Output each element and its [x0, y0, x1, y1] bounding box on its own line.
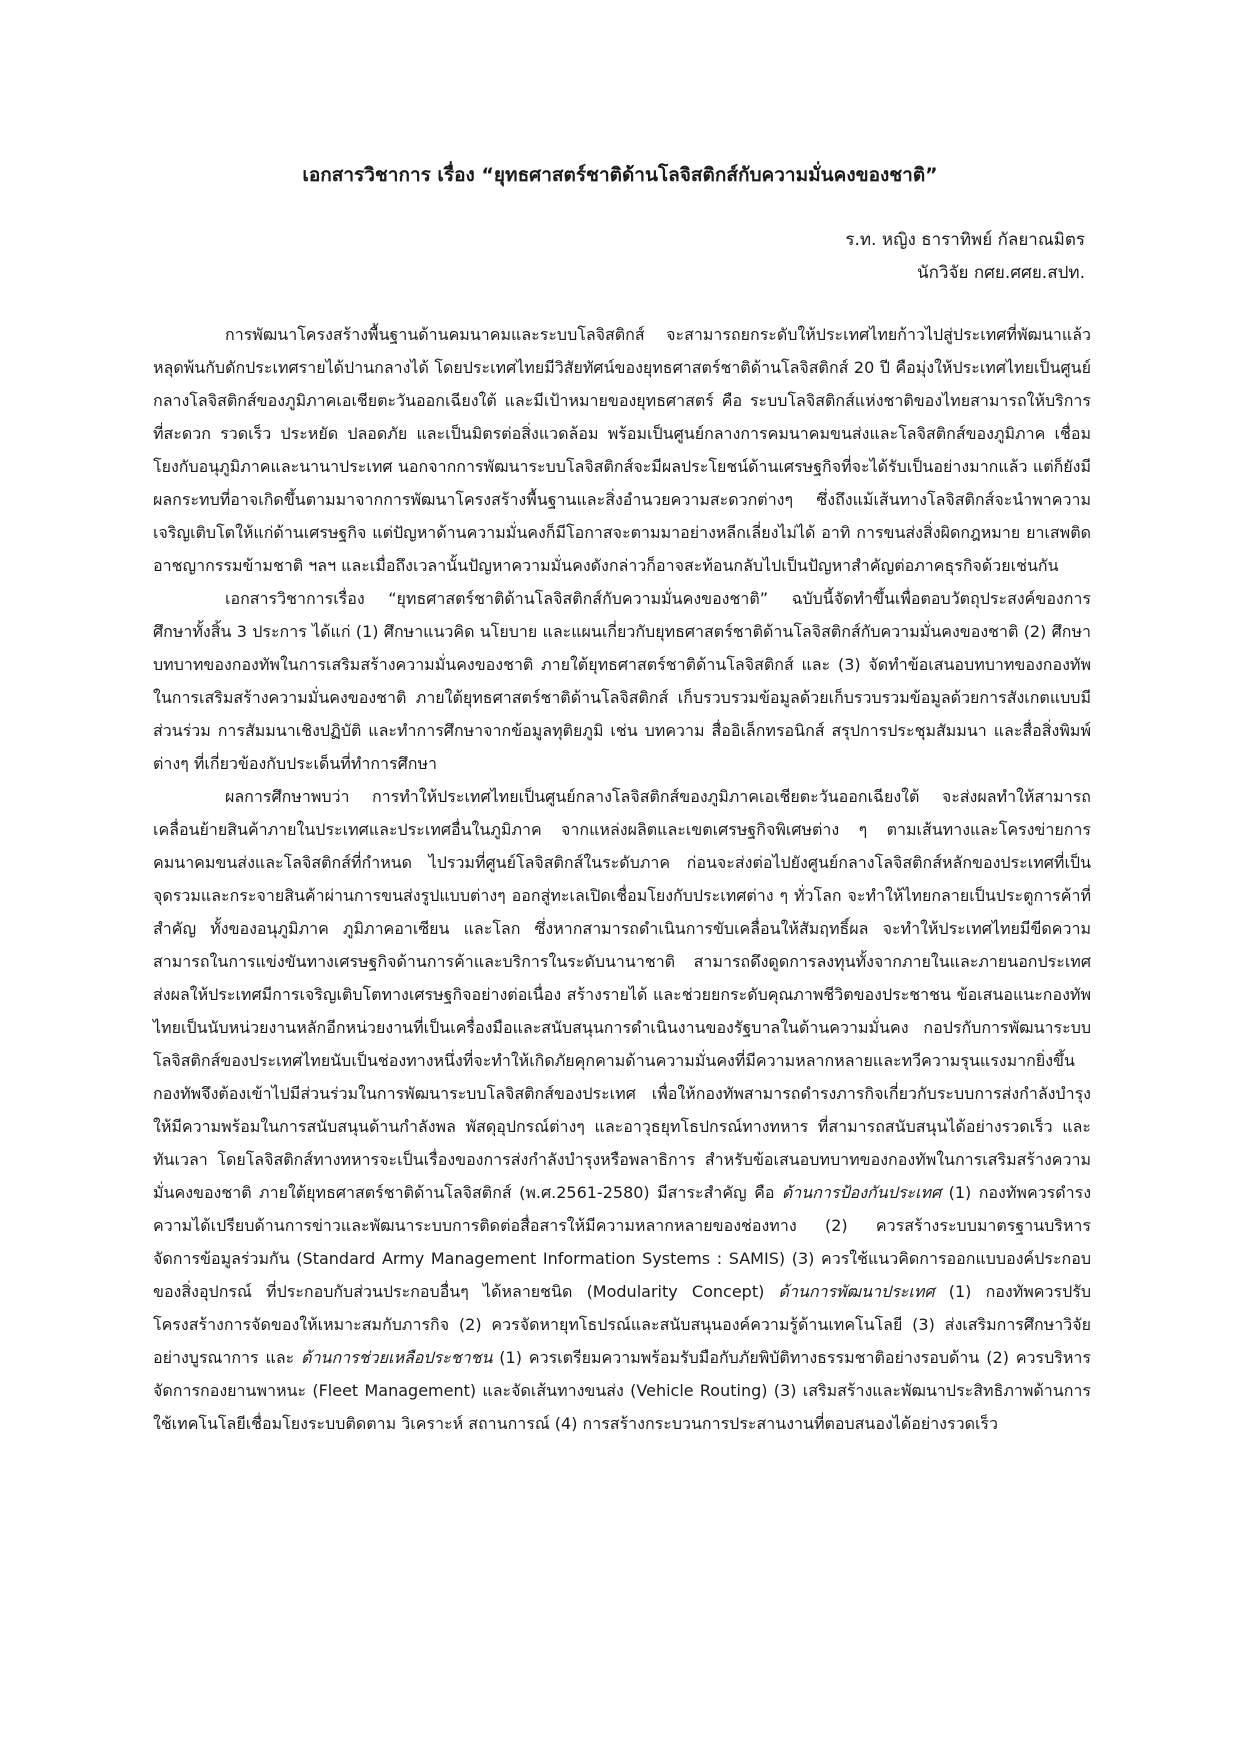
heading-national-defense: ด้านการป้องกันประเทศ [781, 1183, 942, 1202]
heading-national-development: ด้านการพัฒนาประเทศ [778, 1282, 935, 1301]
document-title: เอกสารวิชาการ เรื่อง “ยุทธศาสตร์ชาติด้านโลจิสติกส์กับความมั่นคงของชาติ” [302, 164, 938, 186]
paragraph-2: เอกสารวิชาการเรื่อง “ยุทธศาสตร์ชาติด้านโลจิสติกส์กับความมั่นคงของชาติ” ฉบับนี้จัดทำขึ้นเพื่อตอบวัตถุประสงค์ของการศึกษาทั้งสิ้น 3 ประการ ได้แก่ (1) ศึกษาแนวคิด นโยบาย และแผนเกี่ยวกับยุทธศาสตร์ชาติด้านโลจิสติกส์กับความมั่นคงของชาติ (2) ศึกษาบทบาทของกองทัพในการเสริมสร้างความมั่นคงของชาติ ภายใต้ยุทธศาสตร์ชาติด้านโลจิสติกส์ และ (3) จัดทำข้อเสนอบทบาทของกองทัพในการเสริมสร้างความมั่นคงของชาติ ภายใต้ยุทธศาสตร์ชาติด้านโลจิสติกส์ เก็บรวบรวมข้อมูลด้วยเก็บรวบรวมข้อมูลด้วยการสังเกตแบบมีส่วนร่วม การสัมมนาเชิงปฏิบัติ และทำการศึกษาจากข้อมูลทุติยภูมิ เช่น บทความ สื่ออิเล็กทรอนิกส์ สรุปการประชุมสัมมนา และสื่อสิ่งพิมพ์ต่างๆ ที่เกี่ยวข้องกับประเด็นที่ทำการศึกษา [153, 589, 1091, 773]
author-block [845, 224, 1085, 290]
paragraph-3-segment: (1) กองทัพควรดำรงความได้เปรียบด้านการข่าวและพัฒนาระบบการติดต่อสื่อสารให้มีความหลากหลายของช่องทาง (2) ควรสร้างระบบมาตรฐานบริหารจัดการข้อมูลร่วมกัน (Standard Army Management Information Systems : SAMIS) (3) ควรใช้แนวคิดการออกแบบองค์ประกอบของสิ่งอุปกรณ์ ที่ประกอบกับส่วนประกอบอื่นๆ ได้หลายชนิด (Modularity Concept) [153, 1183, 1092, 1301]
document-body [153, 318, 1091, 1440]
author-position: นักวิจัย กศย.ศศย.สปท. [917, 263, 1085, 283]
heading-public-assistance: ด้านการช่วยเหลือประชาชน [301, 1348, 493, 1367]
paragraph-3-segment: (1) ควรเตรียมความพร้อมรับมือกับภัยพิบัติทางธรรมชาติอย่างรอบด้าน (2) ควรบริหารจัดการกองยานพาหนะ (Fleet Management) และจัดเส้นทางขนส่ง (Vehicle Routing) (3) เสริมสร้างและพัฒนาประสิทธิภาพด้านการใช้เทคโนโลยีเชื่อมโยงระบบติดตาม วิเคราะห์ สถานการณ์ (4) การสร้างกระบวนการประสานงานที่ตอบสนองได้อย่างรวดเร็ว [153, 1348, 1091, 1433]
paragraph-3-segment: ผลการศึกษาพบว่า การทำให้ประเทศไทยเป็นศูนย์กลางโลจิสติกส์ของภูมิภาคเอเชียตะวันออกเฉียงใต้ จะส่งผลทำให้สามารถเคลื่อนย้ายสินค้าภายในประเทศและประเทศอื่นในภูมิภาค จากแหล่งผลิตและเขตเศรษฐกิจพิเศษต่าง ๆ ตามเส้นทางและโครงข่ายการคมนาคมขนส่งและโลจิสติกส์ที่กำหนด ไปรวมที่ศูนย์โลจิสติกส์ในระดับภาค ก่อนจะส่งต่อไปยังศูนย์กลางโลจิสติกส์หลักของประเทศที่เป็นจุดรวมและกระจายสินค้าผ่านการขนส่งรูปแบบต่างๆ ออกสู่ทะเลเปิดเชื่อมโยงกับประเทศต่าง ๆ ทั่วโลก จะทำให้ไทยกลายเป็นประตูการค้าที่สำคัญ ทั้งของอนุภูมิภาค ภูมิภาคอาเซียน และโลก ซึ่งหากสามารถดำเนินการขับเคลื่อนให้สัมฤทธิ์ผล จะทำให้ประเทศไทยมีขีดความสามารถในการแข่งขันทางเศรษฐกิจด้านการค้าและบริการในระดับนานาชาติ สามารถดึงดูดการลงทุนทั้งจากภายในและภายนอกประเทศ ส่งผลให้ประเทศมีการเจริญเติบโตทางเศรษฐกิจอย่างต่อเนื่อง สร้างรายได้ และช่วยยกระดับคุณภาพชีวิตของประชาชน ข้อเสนอแนะกองทัพไทยเป็นนับหน่วยงานหลักอีกหน่วยงานที่เป็นเครื่องมือและสนับสนุนการดำเนินงานของรัฐบาลในด้านความมั่นคง กอปรกับการพัฒนาระบบโลจิสติกส์ของประเทศไทยนับเป็นช่องทางหนึ่งที่จะทำให้เกิดภัยคุกคามด้านความมั่นคงที่มีความหลากหลายและทวีความรุนแรงมากยิ่งขึ้น กองทัพจึงต้องเข้าไปมีส่วนร่วมในการพัฒนาระบบโลจิสติกส์ของประเทศ เพื่อให้กองทัพสามารถดำรงภารกิจเกี่ยวกับระบบการส่งกำลังบำรุงให้มีความพร้อมในการสนับสนุนด้านกำลังพล พัสดุอุปกรณ์ต่างๆ และอาวุธยุทโธปกรณ์ทางทหาร ที่สามารถสนับสนุนได้อย่างรวดเร็ว และทันเวลา โดยโลจิสติกส์ทางทหารจะเป็นเรื่องของการส่งกำลังบำรุงหรือพลาธิการ สำหรับข้อเสนอบทบาทของกองทัพในการเสริมสร้างความมั่นคงของชาติ ภายใต้ยุทธศาสตร์ชาติด้านโลจิสติกส์ (พ.ศ.2561-2580) มีสาระสำคัญ คือ [153, 787, 1091, 1202]
paragraph-3 [153, 780, 1091, 1440]
paragraph-1: การพัฒนาโครงสร้างพื้นฐานด้านคมนาคมและระบบโลจิสติกส์ จะสามารถยกระดับให้ประเทศไทยก้าวไปสู่ประเทศที่พัฒนาแล้ว หลุดพ้นกับดักประเทศรายได้ปานกลางได้ โดยประเทศไทยมีวิสัยทัศน์ของยุทธศาสตร์ชาติด้านโลจิสติกส์ 20 ปี คือมุ่งให้ประเทศไทยเป็นศูนย์กลางโลจิสติกส์ของภูมิภาคเอเชียตะวันออกเฉียงใต้ และมีเป้าหมายของยุทธศาสตร์ คือ ระบบโลจิสติกส์แห่งชาติของไทยสามารถให้บริการที่สะดวก รวดเร็ว ประหยัด ปลอดภัย และเป็นมิตรต่อสิ่งแวดล้อม พร้อมเป็นศูนย์กลางการคมนาคมขนส่งและโลจิสติกส์ของภูมิภาค เชื่อมโยงกับอนุภูมิภาคและนานาประเทศ นอกจากการพัฒนาระบบโลจิสติกส์จะมีผลประโยชน์ด้านเศรษฐกิจที่จะได้รับเป็นอย่างมากแล้ว แต่ก็ยังมีผลกระทบที่อาจเกิดขึ้นตามมาจากการพัฒนาโครงสร้างพื้นฐานและสิ่งอำนวยความสะดวกต่างๆ ซึ่งถึงแม้เส้นทางโลจิสติกส์จะนำพาความเจริญเติบโตให้แก่ด้านเศรษฐกิจ แต่ปัญหาด้านความมั่นคงก็มีโอกาสจะตามมาอย่างหลีกเลี่ยงไม่ได้ อาทิ การขนส่งสิ่งผิดกฎหมาย ยาเสพติด อาชญากรรมข้ามชาติ ฯลฯ และเมื่อถึงเวลานั้นปัญหาความมั่นคงดังกล่าวก็อาจสะท้อนกลับไปเป็นปัญหาสำคัญต่อภาคธุรกิจด้วยเช่นกัน [153, 325, 1091, 575]
paragraph-3-segment: (1) กองทัพควรปรับโครงสร้างการจัดของให้เหมาะสมกับภารกิจ (2) ควรจัดหายุทโธปรณ์และสนับสนุนองค์ความรู้ด้านเทคโนโลยี (3) ส่งเสริมการศึกษาวิจัยอย่างบูรณาการ และ [153, 1282, 1091, 1367]
author-name: ร.ท. หญิง ธาราทิพย์ กัลยาณมิตร [845, 230, 1085, 250]
